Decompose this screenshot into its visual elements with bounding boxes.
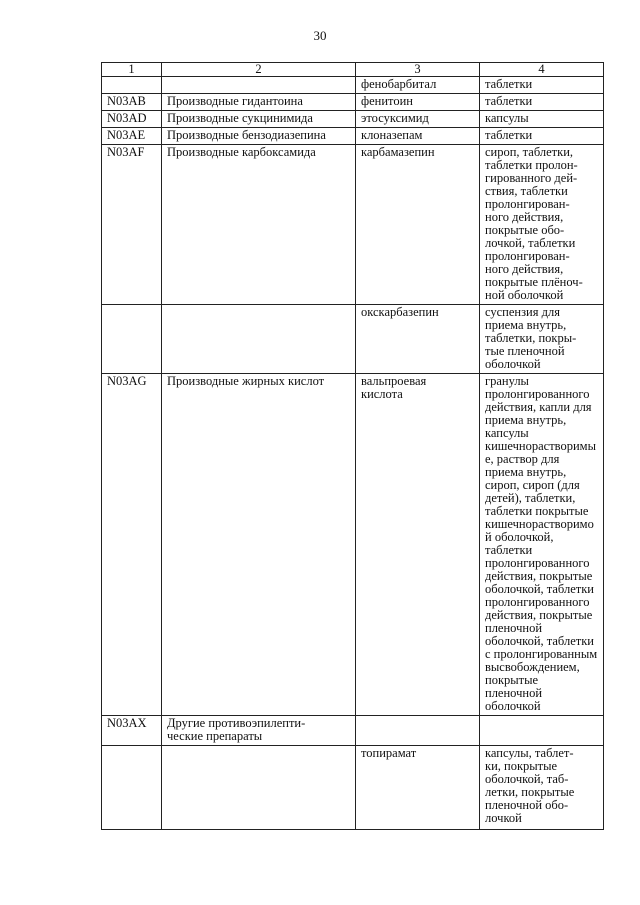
table-row <box>102 374 604 716</box>
atc-code-cell: N03AD <box>102 111 162 128</box>
drug-name-cell <box>356 145 480 305</box>
dosage-form-line: ной оболочкой <box>485 288 564 302</box>
drug-name-cell <box>356 746 480 830</box>
table-row <box>102 77 604 94</box>
table-row <box>102 145 604 305</box>
dosage-form-line: ного действия, <box>485 262 564 276</box>
group-name-cell <box>162 128 356 145</box>
dosage-form-line: покрытые обо- <box>485 223 565 237</box>
drug-name-line: топирамат <box>361 746 417 760</box>
group-name-cell <box>162 374 356 716</box>
page-number: 30 <box>313 28 327 43</box>
drug-name-cell <box>356 111 480 128</box>
drug-name-cell <box>356 305 480 374</box>
dosage-form-cell <box>480 374 604 716</box>
dosage-form-line: лочкой, таблетки <box>485 236 576 250</box>
drug-name-line: этосуксимид <box>361 111 429 125</box>
group-name-cell <box>162 746 356 830</box>
group-name-cell <box>162 145 356 305</box>
dosage-form-cell <box>480 145 604 305</box>
dosage-form-line: суспензия для <box>485 305 560 319</box>
dosage-form-cell <box>480 111 604 128</box>
drug-name-cell <box>356 77 480 94</box>
group-name-line: Производные карбоксамида <box>167 145 316 159</box>
dosage-form-line: таблетки <box>485 94 533 108</box>
atc-code-cell: N03AF <box>102 145 162 305</box>
dosage-form-cell <box>480 746 604 830</box>
dosage-form-line: таблетки <box>485 128 533 142</box>
group-name-line: ческие препараты <box>167 729 263 743</box>
dosage-form-line: ки, покрытые <box>485 759 558 773</box>
drug-name-cell <box>356 94 480 111</box>
column-number-row <box>102 63 604 77</box>
table-row <box>102 94 604 111</box>
group-name-cell <box>162 77 356 94</box>
dosage-form-line: пленочной обо- <box>485 798 569 812</box>
drug-name-line: фенобарбитал <box>361 77 437 91</box>
drug-name-cell <box>356 374 480 716</box>
dosage-form-line: капсулы <box>485 111 529 125</box>
group-name-line: Другие противоэпилепти- <box>167 716 306 730</box>
dosage-form-line: приема внутрь, <box>485 318 567 332</box>
table-row <box>102 305 604 374</box>
drug-name-line: окскарбазепин <box>361 305 439 319</box>
atc-code-cell: N03AE <box>102 128 162 145</box>
table-row <box>102 716 604 746</box>
group-name-cell <box>162 305 356 374</box>
group-name-cell <box>162 111 356 128</box>
dosage-form-cell <box>480 128 604 145</box>
dosage-form-line: летки, покрытые <box>485 785 575 799</box>
group-name-line: Производные сукцинимида <box>167 111 313 125</box>
drug-name-line: карбамазепин <box>361 145 435 159</box>
column-number-1: 1 <box>102 63 162 77</box>
drug-name-line: фенитоин <box>361 94 413 108</box>
dosage-form-line: оболочкой, таб- <box>485 772 569 786</box>
group-name-cell <box>162 94 356 111</box>
atc-code-cell: N03AG <box>102 374 162 716</box>
drug-name-line: клоназепам <box>361 128 423 142</box>
table-row <box>102 128 604 145</box>
dosage-form-line: лочкой <box>485 811 522 825</box>
atc-code-cell: N03AX <box>102 716 162 746</box>
group-name-line: Производные гидантоина <box>167 94 303 108</box>
column-number-2: 2 <box>162 63 356 77</box>
drug-name-cell <box>356 128 480 145</box>
dosage-form-text: гранулы пролонгированного действия, капли для приема внутрь, капсулы кишечнорастворимые, раствор для приема внутрь, сироп, сироп (для детей), таблетки, таблетки покрытые кишечнорастворимой оболочкой, таблетки пролонгированного действия, покрытые оболочкой, таблетки пролонгированного действия, покрытые пленочной оболочкой, таблетки с пролонгированным высвобождением, покрытые пленочной оболочкой <box>485 374 598 713</box>
atc-code-cell <box>102 77 162 94</box>
atc-code-cell <box>102 305 162 374</box>
dosage-form-line: гированного дей- <box>485 171 578 185</box>
drug-name-line: кислота <box>361 387 403 401</box>
drug-name-cell <box>356 716 480 746</box>
dosage-form-cell <box>480 94 604 111</box>
group-name-line: Производные бензодиазепина <box>167 128 326 142</box>
atc-code-cell: N03AB <box>102 94 162 111</box>
dosage-form-line: оболочкой <box>485 357 541 371</box>
dosage-form-line: пролонгирован- <box>485 249 570 263</box>
dosage-form-line: капсулы, таблет- <box>485 746 574 760</box>
drug-name-line: вальпроевая <box>361 374 427 388</box>
dosage-form-line: пролонгирован- <box>485 197 570 211</box>
dosage-form-line: ствия, таблетки <box>485 184 568 198</box>
dosage-form-cell <box>480 716 604 746</box>
column-number-3: 3 <box>356 63 480 77</box>
dosage-form-line: сироп, таблетки, <box>485 145 574 159</box>
table-row <box>102 746 604 830</box>
atc-code-cell <box>102 746 162 830</box>
drug-table <box>101 62 604 830</box>
dosage-form-cell <box>480 305 604 374</box>
dosage-form-line: тые пленочной <box>485 344 565 358</box>
dosage-form-line: таблетки пролон- <box>485 158 578 172</box>
dosage-form-cell <box>480 77 604 94</box>
column-number-4: 4 <box>480 63 604 77</box>
dosage-form-line: покрытые плёноч- <box>485 275 583 289</box>
dosage-form-line: ного действия, <box>485 210 564 224</box>
group-name-cell <box>162 716 356 746</box>
dosage-form-line: таблетки <box>485 77 533 91</box>
dosage-form-line: таблетки, покры- <box>485 331 577 345</box>
group-name-line: Производные жирных кислот <box>167 374 325 388</box>
table-row <box>102 111 604 128</box>
